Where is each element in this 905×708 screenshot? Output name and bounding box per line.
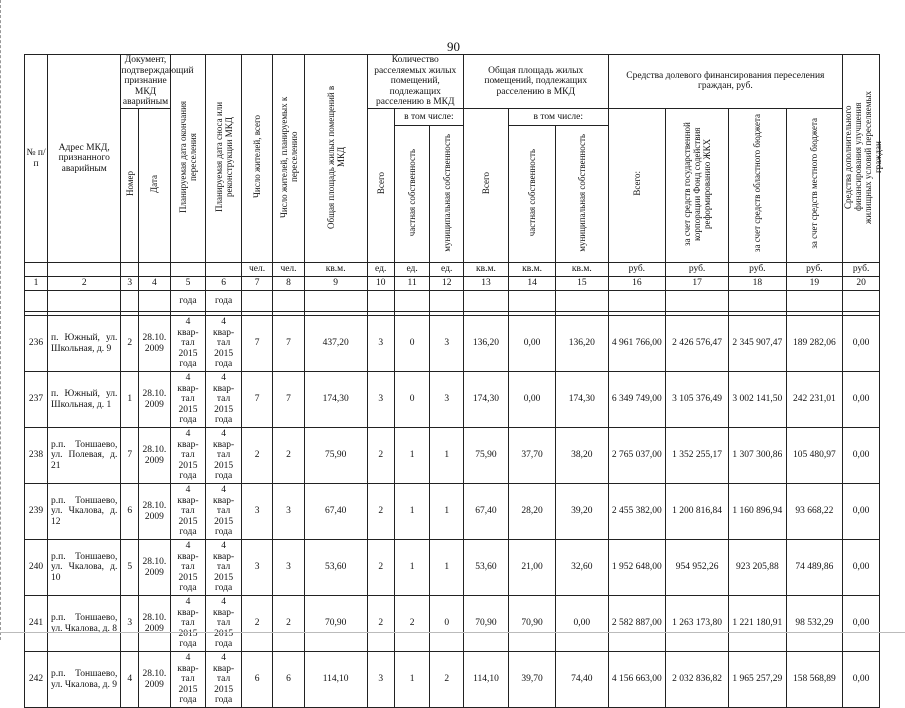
- cell-c17: 2 426 576,47: [666, 316, 729, 372]
- quarter-text-line: квар-: [213, 607, 235, 618]
- table-row: [25, 596, 880, 652]
- cell-date: 28.10. 2009: [139, 316, 170, 372]
- column-numbers-row: [25, 277, 880, 291]
- quarter-text-line: 2015: [178, 404, 198, 415]
- quarter-cell: [170, 316, 206, 372]
- cell-c14: 37,70: [509, 428, 556, 484]
- cell-n: 241: [25, 596, 48, 652]
- cell-c11: 2: [394, 596, 430, 652]
- cell-c17: 1 200 816,84: [666, 484, 729, 540]
- header-col-9: Общая площадь жилых помещений в МКД: [304, 55, 367, 263]
- cell-c19: 189 282,06: [786, 316, 843, 372]
- unit-cell: чел.: [241, 263, 272, 277]
- cell-c16: 2 765 037,00: [608, 428, 666, 484]
- cell-date: 28.10. 2009: [139, 428, 170, 484]
- quarter-cell: [206, 540, 242, 596]
- cell-c17: 3 105 376,49: [666, 372, 729, 428]
- unit-cell: ед.: [394, 263, 430, 277]
- cell-c9: 70,90: [304, 596, 367, 652]
- cell-c11: 1: [394, 428, 430, 484]
- col-number: 13: [463, 277, 508, 291]
- quarter-cell: [206, 652, 242, 708]
- header-col-19: за счет средств местного бюджета: [786, 108, 843, 263]
- cell-c8: 3: [273, 484, 304, 540]
- col-number: 17: [666, 277, 729, 291]
- cell-c9: 174,30: [304, 372, 367, 428]
- cell-c15: 32,60: [556, 540, 608, 596]
- col-number: 6: [206, 277, 242, 291]
- quarter-text-line: года: [179, 695, 197, 706]
- quarter-text-line: квар-: [177, 607, 199, 618]
- quarter-text-line: квар-: [177, 383, 199, 394]
- quarter-text-line: года: [214, 527, 233, 538]
- quarter-text-line: квар-: [177, 663, 199, 674]
- header-col-13: Всего: [463, 108, 508, 263]
- cell-c7: 3: [241, 540, 272, 596]
- cell-n: 236: [25, 316, 48, 372]
- cell-c16: 4 961 766,00: [608, 316, 666, 372]
- cell-c12: 2: [430, 652, 464, 708]
- header-col-4: Дата: [139, 108, 170, 263]
- header-col-10: Всего: [367, 108, 394, 263]
- quarter-text-line: 4: [185, 317, 191, 328]
- page-number: 90: [447, 39, 460, 54]
- cell-addr: р.п. Тоншаево, ул. Чкалова, д. 9: [48, 652, 121, 708]
- cell-c11: 1: [394, 484, 430, 540]
- cell-c14: 70,90: [509, 596, 556, 652]
- quarter-text-line: 2015: [214, 404, 234, 415]
- cell-c20: 0,00: [843, 484, 880, 540]
- quarter-text-line: тал: [216, 394, 231, 405]
- cell-c14: 0,00: [509, 372, 556, 428]
- cell-c15: 74,40: [556, 652, 608, 708]
- carry-over-cell: года: [170, 291, 206, 312]
- unit-cell: кв.м.: [463, 263, 508, 277]
- cell-c15: 39,20: [556, 484, 608, 540]
- header-col-11: частная собственность: [394, 126, 430, 263]
- quarter-text-line: тал: [181, 450, 195, 461]
- quarter-text-line: 4: [185, 429, 191, 440]
- cell-c20: 0,00: [843, 428, 880, 484]
- quarter-text-line: года: [179, 639, 197, 650]
- cell-c12: 3: [430, 372, 464, 428]
- cell-c18: 2 345 907,47: [729, 316, 787, 372]
- cell-c13: 174,30: [463, 372, 508, 428]
- header-col-17: за счет средств государственной корпорации Фонд содействия реформированию ЖКХ: [666, 108, 729, 263]
- quarter-text-line: 4: [185, 597, 191, 608]
- cell-c10: 3: [367, 652, 394, 708]
- cell-c20: 0,00: [843, 652, 880, 708]
- quarter-text-line: тал: [181, 618, 195, 629]
- cell-c18: 1 160 896,94: [729, 484, 787, 540]
- header-col-20: Средства дополнительного финансирования улучшения жилищных условий переселяемых граждан: [843, 55, 880, 263]
- cell-num: 6: [121, 484, 139, 540]
- quarter-text-line: 4: [185, 653, 191, 664]
- cell-c13: 136,20: [463, 316, 508, 372]
- quarter-text-line: квар-: [213, 383, 235, 394]
- quarter-text-line: квар-: [213, 663, 235, 674]
- quarter-text-line: года: [214, 471, 233, 482]
- header-col-3: Номер: [121, 108, 139, 263]
- col-number: 10: [367, 277, 394, 291]
- cell-c20: 0,00: [843, 596, 880, 652]
- col-number: 4: [139, 277, 170, 291]
- quarter-text-line: 4: [221, 429, 226, 440]
- unit-cell: кв.м.: [556, 263, 608, 277]
- quarter-text-line: 4: [221, 485, 226, 496]
- cell-c8: 2: [273, 428, 304, 484]
- header-col-18: за счет средств областного бюджета: [729, 108, 787, 263]
- header-col-2: Адрес МКД, признанного аварийным: [48, 55, 121, 263]
- cell-c15: 136,20: [556, 316, 608, 372]
- cell-c11: 0: [394, 372, 430, 428]
- cell-c15: 0,00: [556, 596, 608, 652]
- col-number: 5: [170, 277, 206, 291]
- quarter-text-line: тал: [216, 506, 231, 517]
- table-row: [25, 540, 880, 596]
- cell-date: 28.10. 2009: [139, 596, 170, 652]
- quarter-text-line: 4: [221, 597, 226, 608]
- cell-n: 238: [25, 428, 48, 484]
- col-number: 8: [273, 277, 304, 291]
- col-number: 9: [304, 277, 367, 291]
- cell-c16: 2 455 382,00: [608, 484, 666, 540]
- quarter-text-line: квар-: [177, 327, 199, 338]
- cell-c9: 53,60: [304, 540, 367, 596]
- cell-c15: 38,20: [556, 428, 608, 484]
- cell-c7: 7: [241, 372, 272, 428]
- cell-c8: 7: [273, 372, 304, 428]
- cell-addr: р.п. Тоншаево, ул. Чкалова, д. 10: [48, 540, 121, 596]
- quarter-text-line: квар-: [213, 439, 235, 450]
- cell-c14: 28,20: [509, 484, 556, 540]
- quarter-text-line: квар-: [213, 495, 235, 506]
- table-row: [25, 372, 880, 428]
- quarter-text-line: 2015: [178, 628, 198, 639]
- quarter-text-line: тал: [181, 674, 195, 685]
- unit-cell: руб.: [786, 263, 843, 277]
- header-area-incl: в том числе:: [509, 108, 609, 126]
- cell-n: 240: [25, 540, 48, 596]
- cell-c11: 0: [394, 316, 430, 372]
- cell-c10: 2: [367, 428, 394, 484]
- quarter-text-line: 4: [221, 653, 226, 664]
- cell-c18: 923 205,88: [729, 540, 787, 596]
- cell-n: 239: [25, 484, 48, 540]
- cell-c17: 1 263 173,80: [666, 596, 729, 652]
- resettlement-table: [24, 54, 884, 708]
- cell-c13: 70,90: [463, 596, 508, 652]
- unit-cell: руб.: [729, 263, 787, 277]
- quarter-text-line: года: [214, 359, 233, 370]
- cell-num: 1: [121, 372, 139, 428]
- page-bottom-rule: [0, 632, 905, 633]
- header-col-12: муниципальная собственность: [430, 126, 464, 263]
- cell-c19: 74 489,86: [786, 540, 843, 596]
- quarter-text-line: 4: [221, 373, 226, 384]
- quarter-text-line: квар-: [213, 327, 235, 338]
- cell-c10: 3: [367, 316, 394, 372]
- cell-c9: 114,10: [304, 652, 367, 708]
- unit-cell: руб.: [608, 263, 666, 277]
- quarter-text-line: тал: [181, 394, 195, 405]
- col-number: 20: [843, 277, 880, 291]
- cell-num: 4: [121, 652, 139, 708]
- unit-cell: руб.: [843, 263, 880, 277]
- cell-c16: 4 156 663,00: [608, 652, 666, 708]
- quarter-text-line: тал: [181, 506, 195, 517]
- quarter-cell: [206, 596, 242, 652]
- table-body: [25, 291, 880, 708]
- col-number: 7: [241, 277, 272, 291]
- quarter-cell: [170, 372, 206, 428]
- cell-c7: 7: [241, 316, 272, 372]
- cell-c17: 1 352 255,17: [666, 428, 729, 484]
- quarter-text-line: года: [179, 359, 197, 370]
- quarter-cell: [170, 652, 206, 708]
- cell-c7: 3: [241, 484, 272, 540]
- quarter-text-line: года: [179, 415, 197, 426]
- col-number: 1: [25, 277, 48, 291]
- cell-c19: 242 231,01: [786, 372, 843, 428]
- unit-cell: ед.: [367, 263, 394, 277]
- quarter-cell: [170, 596, 206, 652]
- cell-c9: 67,40: [304, 484, 367, 540]
- col-number: 19: [786, 277, 843, 291]
- col-number: 3: [121, 277, 139, 291]
- cell-c11: 1: [394, 540, 430, 596]
- cell-c9: 75,90: [304, 428, 367, 484]
- table-row: [25, 484, 880, 540]
- unit-cell: кв.м.: [304, 263, 367, 277]
- cell-c12: 1: [430, 484, 464, 540]
- unit-cell: чел.: [273, 263, 304, 277]
- cell-c7: 2: [241, 428, 272, 484]
- quarter-text-line: 2015: [178, 348, 198, 359]
- cell-c13: 53,60: [463, 540, 508, 596]
- cell-c17: 2 032 836,82: [666, 652, 729, 708]
- cell-c13: 114,10: [463, 652, 508, 708]
- quarter-cell: [170, 484, 206, 540]
- quarter-text-line: 2015: [178, 516, 198, 527]
- quarter-text-line: 4: [185, 373, 191, 384]
- quarter-text-line: года: [214, 695, 233, 706]
- cell-num: 3: [121, 596, 139, 652]
- cell-c12: 1: [430, 428, 464, 484]
- quarter-text-line: 2015: [214, 348, 234, 359]
- quarter-text-line: тал: [216, 450, 231, 461]
- carry-over-cell: года: [206, 291, 242, 312]
- quarter-text-line: года: [179, 527, 197, 538]
- cell-num: 5: [121, 540, 139, 596]
- quarter-text-line: 2015: [178, 572, 198, 583]
- quarter-text-line: года: [179, 583, 197, 594]
- cell-date: 28.10. 2009: [139, 540, 170, 596]
- cell-c20: 0,00: [843, 316, 880, 372]
- cell-c10: 2: [367, 484, 394, 540]
- col-number: 2: [48, 277, 121, 291]
- cell-c12: 0: [430, 596, 464, 652]
- cell-c18: 1 221 180,91: [729, 596, 787, 652]
- cell-c10: 2: [367, 540, 394, 596]
- quarter-text-line: 4: [221, 541, 226, 552]
- cell-c8: 6: [273, 652, 304, 708]
- cell-c18: 3 002 141,50: [729, 372, 787, 428]
- quarter-text-line: 2015: [214, 628, 234, 639]
- quarter-text-line: года: [214, 583, 233, 594]
- quarter-cell: [206, 372, 242, 428]
- quarter-text-line: года: [214, 639, 233, 650]
- table-row: [25, 652, 880, 708]
- col-number: 16: [608, 277, 666, 291]
- quarter-cell: [206, 316, 242, 372]
- cell-date: 28.10. 2009: [139, 372, 170, 428]
- cell-c20: 0,00: [843, 540, 880, 596]
- cell-date: 28.10. 2009: [139, 484, 170, 540]
- header-col-15: муниципальная собственность: [556, 126, 608, 263]
- quarter-text-line: тал: [216, 674, 231, 685]
- header-rooms: Количество расселяемых жилых помещений, подлежащих расселению в МКД: [367, 55, 463, 109]
- quarter-text-line: 4: [185, 541, 191, 552]
- quarter-text-line: тал: [216, 618, 231, 629]
- quarter-text-line: 2015: [214, 460, 234, 471]
- cell-c13: 75,90: [463, 428, 508, 484]
- table-row: [25, 316, 880, 372]
- cell-c13: 67,40: [463, 484, 508, 540]
- cell-c18: 1 307 300,86: [729, 428, 787, 484]
- cell-addr: р.п. Тоншаево, ул. Чкалова, д. 12: [48, 484, 121, 540]
- col-number: 15: [556, 277, 608, 291]
- cell-c8: 7: [273, 316, 304, 372]
- unit-cell: руб.: [666, 263, 729, 277]
- cell-addr: п. Южный, ул. Школьная, д. 9: [48, 316, 121, 372]
- quarter-text-line: 4: [221, 317, 226, 328]
- quarter-text-line: квар-: [213, 551, 235, 562]
- header-col-14: частная собственность: [509, 126, 556, 263]
- cell-c18: 1 965 257,29: [729, 652, 787, 708]
- cell-c16: 1 952 648,00: [608, 540, 666, 596]
- header-funds: Средства долевого финансирования переселения граждан, руб.: [608, 55, 843, 109]
- header-rooms-incl: в том числе:: [394, 108, 463, 126]
- header-col-16: Всего:: [608, 108, 666, 263]
- col-number: 12: [430, 277, 464, 291]
- quarter-text-line: 2015: [214, 516, 234, 527]
- col-number: 18: [729, 277, 787, 291]
- cell-n: 242: [25, 652, 48, 708]
- cell-c15: 174,30: [556, 372, 608, 428]
- unit-cell: кв.м.: [509, 263, 556, 277]
- table-row: [25, 428, 880, 484]
- units-row: [25, 263, 880, 277]
- cell-c12: 3: [430, 316, 464, 372]
- quarter-text-line: 4: [185, 485, 191, 496]
- quarter-text-line: 2015: [178, 684, 198, 695]
- quarter-text-line: 2015: [214, 572, 234, 583]
- cell-c10: 2: [367, 596, 394, 652]
- quarter-text-line: года: [179, 471, 197, 482]
- cell-addr: р.п. Тоншаево, ул. Полевая, д. 21: [48, 428, 121, 484]
- cell-date: 28.10. 2009: [139, 652, 170, 708]
- header-col-6: Планируемая дата сноса или реконструкции МКД: [206, 55, 242, 263]
- quarter-cell: [206, 428, 242, 484]
- cell-c8: 2: [273, 596, 304, 652]
- cell-c14: 39,70: [509, 652, 556, 708]
- cell-c19: 105 480,97: [786, 428, 843, 484]
- cell-c19: 158 568,89: [786, 652, 843, 708]
- quarter-cell: [206, 484, 242, 540]
- cell-addr: п. Южный, ул. Школьная, д. 1: [48, 372, 121, 428]
- cell-c9: 437,20: [304, 316, 367, 372]
- header-col-5: Планируемая дата окончания переселения: [170, 55, 206, 263]
- cell-c16: 6 349 749,00: [608, 372, 666, 428]
- cell-c20: 0,00: [843, 372, 880, 428]
- cell-c12: 1: [430, 540, 464, 596]
- cell-c19: 98 532,29: [786, 596, 843, 652]
- header-col-1: № п/п: [25, 55, 48, 263]
- cell-n: 237: [25, 372, 48, 428]
- cell-num: 7: [121, 428, 139, 484]
- cell-c14: 0,00: [509, 316, 556, 372]
- quarter-text-line: тал: [181, 562, 195, 573]
- cell-c7: 6: [241, 652, 272, 708]
- cell-c16: 2 582 887,00: [608, 596, 666, 652]
- header-col-8: Число жителей, планируемых к переселению: [273, 55, 304, 263]
- unit-cell: ед.: [430, 263, 464, 277]
- header-col-7: Число жителей, всего: [241, 55, 272, 263]
- quarter-text-line: тал: [181, 338, 195, 349]
- cell-c10: 3: [367, 372, 394, 428]
- carry-over-row: [25, 291, 880, 312]
- quarter-cell: [170, 540, 206, 596]
- header-area: Общая площадь жилых помещений, подлежащих расселению в МКД: [463, 55, 608, 109]
- cell-c19: 93 668,22: [786, 484, 843, 540]
- quarter-cell: [170, 428, 206, 484]
- quarter-text-line: 2015: [178, 460, 198, 471]
- quarter-text-line: квар-: [177, 495, 199, 506]
- quarter-text-line: квар-: [177, 439, 199, 450]
- cell-c8: 3: [273, 540, 304, 596]
- cell-c7: 2: [241, 596, 272, 652]
- quarter-text-line: тал: [216, 338, 231, 349]
- cell-c11: 1: [394, 652, 430, 708]
- quarter-text-line: года: [214, 415, 233, 426]
- quarter-text-line: тал: [216, 562, 231, 573]
- cell-num: 2: [121, 316, 139, 372]
- quarter-text-line: квар-: [177, 551, 199, 562]
- col-number: 14: [509, 277, 556, 291]
- table-header: [25, 55, 884, 291]
- header-document: Документ, подтверждающий признание МКД аварийным: [121, 55, 194, 107]
- quarter-text-line: 2015: [214, 684, 234, 695]
- left-margin-marks: [0, 0, 7, 640]
- cell-c14: 21,00: [509, 540, 556, 596]
- col-number: 11: [394, 277, 430, 291]
- cell-addr: р.п. Тоншаево, ул. Чкалова, д. 8: [48, 596, 121, 652]
- cell-c17: 954 952,26: [666, 540, 729, 596]
